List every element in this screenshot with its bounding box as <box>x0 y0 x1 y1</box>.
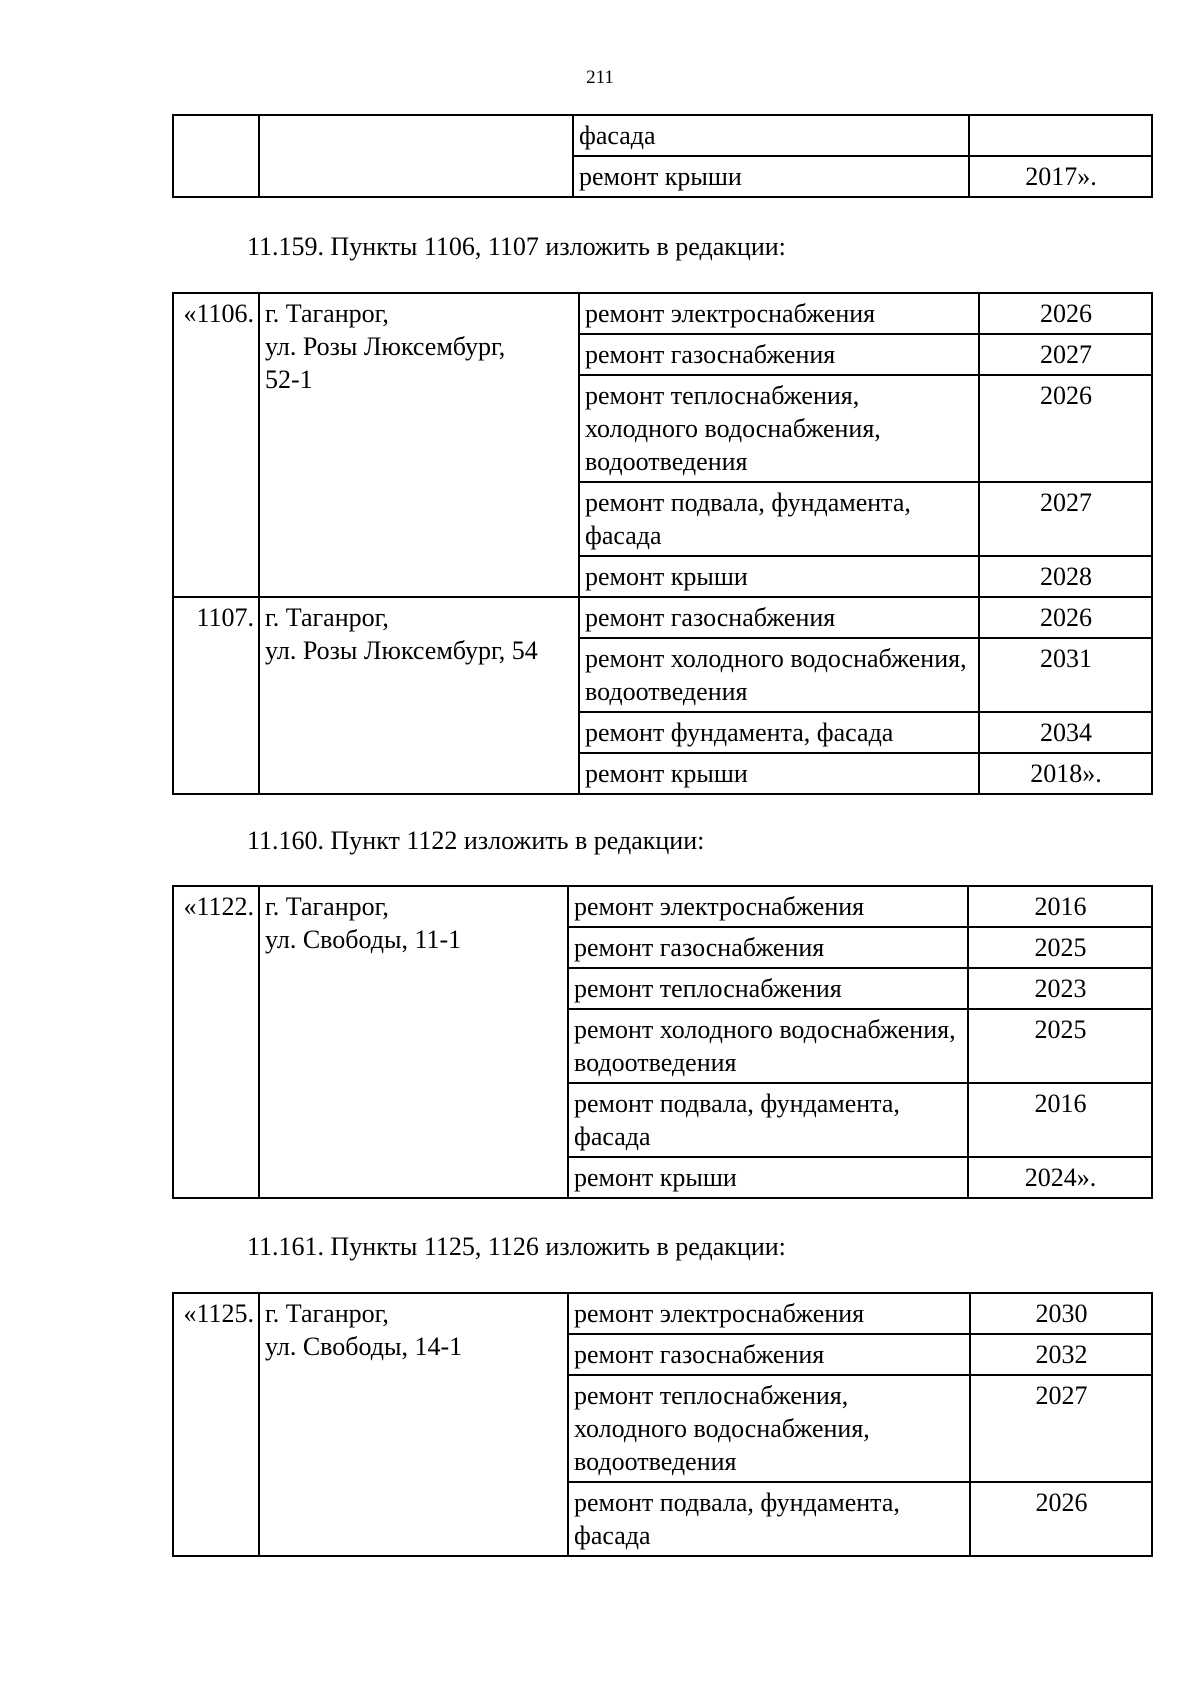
year-cell: 2026 <box>970 1482 1152 1556</box>
section-heading-159: 11.159. Пункты 1106, 1107 изложить в редакции: <box>247 232 786 261</box>
work-cell: ремонт холодного водоснабжения, водоотведения <box>568 1009 968 1083</box>
table-row <box>173 886 1152 927</box>
address-cell <box>259 115 573 197</box>
year-cell: 2026 <box>979 597 1152 638</box>
section-heading-160: 11.160. Пункт 1122 изложить в редакции: <box>247 826 705 855</box>
year-cell: 2026 <box>979 375 1152 482</box>
year-cell: 2027 <box>979 482 1152 556</box>
address-cell: г. Таганрог, ул. Свободы, 14-1 <box>259 1293 568 1556</box>
address-cell: г. Таганрог, ул. Розы Люксембург, 52-1 <box>259 293 579 597</box>
work-cell: ремонт теплоснабжения, холодного водоснабжения, водоотведения <box>579 375 979 482</box>
year-cell: 2028 <box>979 556 1152 597</box>
page-number: 211 <box>586 67 614 88</box>
table-159 <box>172 292 1153 795</box>
work-cell: ремонт подвала, фундамента, фасада <box>568 1083 968 1157</box>
table-160 <box>172 885 1153 1199</box>
address-cell: г. Таганрог, ул. Розы Люксембург, 54 <box>259 597 579 794</box>
year-cell: 2016 <box>968 886 1152 927</box>
year-cell: 2026 <box>979 293 1152 334</box>
year-cell: 2025 <box>968 927 1152 968</box>
num-cell <box>173 115 259 197</box>
table-row <box>173 597 1152 638</box>
year-cell: 2032 <box>970 1334 1152 1375</box>
year-cell: 2027 <box>979 334 1152 375</box>
work-cell: ремонт газоснабжения <box>568 927 968 968</box>
table-row <box>173 115 1152 156</box>
continuation-table <box>172 114 1151 198</box>
year-cell <box>969 115 1152 156</box>
work-cell: ремонт крыши <box>573 156 969 197</box>
item-number: «1125. <box>173 1293 259 1556</box>
work-cell: ремонт электроснабжения <box>568 886 968 927</box>
work-cell: ремонт электроснабжения <box>568 1293 970 1334</box>
year-cell: 2030 <box>970 1293 1152 1334</box>
year-cell: 2016 <box>968 1083 1152 1157</box>
year-cell: 2031 <box>979 638 1152 712</box>
work-cell: ремонт теплоснабжения <box>568 968 968 1009</box>
work-cell: ремонт электроснабжения <box>579 293 979 334</box>
work-cell: ремонт газоснабжения <box>579 334 979 375</box>
year-cell: 2023 <box>968 968 1152 1009</box>
work-cell: ремонт теплоснабжения, холодного водоснабжения, водоотведения <box>568 1375 970 1482</box>
item-number: 1107. <box>173 597 259 794</box>
section-159-table <box>172 292 1151 795</box>
section-160-table <box>172 885 1151 1199</box>
table-row <box>173 1293 1152 1334</box>
year-cell: 2025 <box>968 1009 1152 1083</box>
item-number: «1106. <box>173 293 259 597</box>
section-heading-161: 11.161. Пункты 1125, 1126 изложить в редакции: <box>247 1232 786 1261</box>
section-161-table <box>172 1292 1151 1557</box>
year-cell: 2018». <box>979 753 1152 794</box>
item-number: «1122. <box>173 886 259 1198</box>
work-cell: ремонт крыши <box>579 753 979 794</box>
work-cell: ремонт крыши <box>579 556 979 597</box>
year-cell: 2034 <box>979 712 1152 753</box>
work-cell: фасада <box>573 115 969 156</box>
work-cell: ремонт газоснабжения <box>579 597 979 638</box>
table-continuation <box>172 114 1153 198</box>
year-cell: 2017». <box>969 156 1152 197</box>
year-cell: 2027 <box>970 1375 1152 1482</box>
work-cell: ремонт фундамента, фасада <box>579 712 979 753</box>
year-cell: 2024». <box>968 1157 1152 1198</box>
work-cell: ремонт подвала, фундамента, фасада <box>579 482 979 556</box>
table-161 <box>172 1292 1153 1557</box>
table-row <box>173 293 1152 334</box>
work-cell: ремонт подвала, фундамента, фасада <box>568 1482 970 1556</box>
work-cell: ремонт крыши <box>568 1157 968 1198</box>
address-cell: г. Таганрог, ул. Свободы, 11-1 <box>259 886 568 1198</box>
work-cell: ремонт холодного водоснабжения, водоотведения <box>579 638 979 712</box>
work-cell: ремонт газоснабжения <box>568 1334 970 1375</box>
